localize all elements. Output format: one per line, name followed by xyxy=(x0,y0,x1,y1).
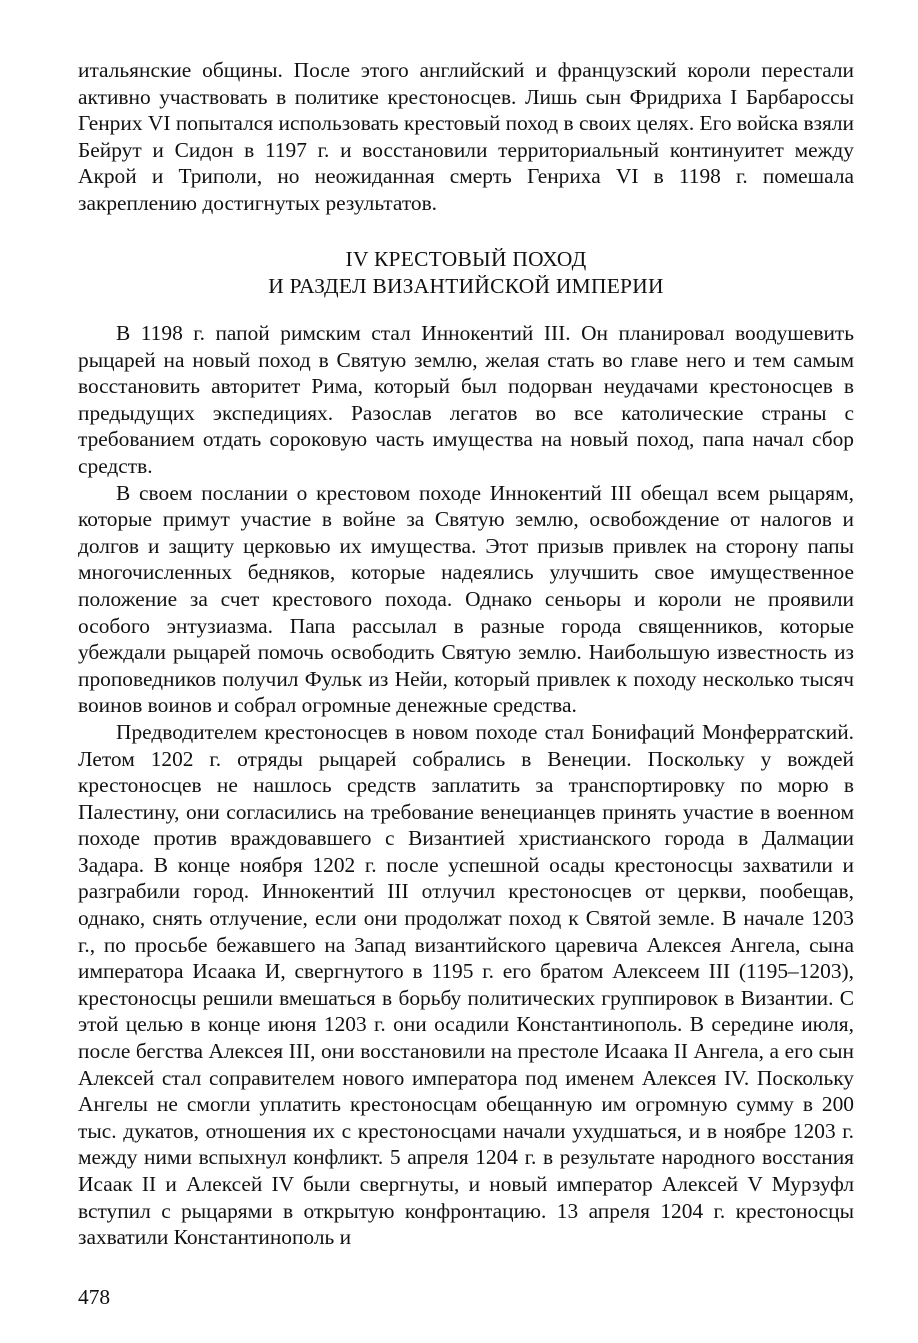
page-number: 478 xyxy=(78,1285,111,1309)
paragraph-3: Предводителем крестоносцев в новом походе стал Бонифаций Монферратский. Летом 1202 г. отряды рыцарей собрались в Венеции. Поскольку у вождей крестоносцев не нашлось средств заплатить за транспортировку по морю в Палестину, они согласились на требование венецианцев принять участие в военном походе против враждовавшего с Византией христианского города в Далмации Задара. В конце ноября 1202 г. после успешной осады крестоносцы захватили и разграбили город. Иннокентий III отлучил крестоносцев от церкви, пообещав, однако, снять отлучение, если они продолжат поход к Святой земле. В начале 1203 г., по просьбе бежавшего на Запад византийского царевича Алексея Ангела, сына императора Исаака И, свергнутого в 1195 г. его братом Алексеем III (1195–1203), крестоносцы решили вмешаться в борьбу политических группировок в Византии. С этой целью в конце июня 1203 г. они осадили Константинополь. В середине июля, после бегства Алексея III, они восстановили на престоле Исаака II Ангела, а его сын Алексей стал соправителем нового императора под именем Алексея IV. Поскольку Ангелы не смогли уплатить крестоносцам обещанную им огромную сумму в 200 тыс. дукатов, отношения их с крестоносцами начали ухудшаться, и в ноябре 1203 г. между ними вспыхнул конфликт. 5 апреля 1204 г. в результате народного восстания Исаак II и Алексей IV были свергнуты, и новый император Алексей V Мурзуфл вступил с рыцарями в открытую конфронтацию. 13 апреля 1204 г. крестоносцы захватили Константинополь и xyxy=(78,719,854,1250)
continued-paragraph: итальянские общины. После этого английский и французский короли перестали активно участвовать в политике крестоносцев. Лишь сын Фридриха I Барбароссы Генрих VI попытался использовать крестовый поход в своих целях. Его войска взяли Бейрут и Сидон в 1197 г. и восстановили территориальный континуитет между Акрой и Триполи, но неожиданная смерть Генриха VI в 1198 г. помешала закреплению достигнутых результатов. xyxy=(78,58,854,215)
section-heading xyxy=(78,246,854,300)
paragraph-2: В своем послании о крестовом походе Иннокентий III обещал всем рыцарям, которые примут участие в войне за Святую землю, освобождение от налогов и долгов и защиту церковью их имущества. Этот призыв привлек на сторону папы многочисленных бедняков, которые надеялись улучшить свое имущественное положение за счет крестового похода. Однако сеньоры и короли не проявили особого энтузиазма. Папа рассылал в разные города священников, которые убеждали рыцарей помочь освободить Святую землю. Наибольшую известность из проповедников получил Фульк из Нейи, который привлек к походу несколько тысяч воинов воинов и собрал огромные денежные средства. xyxy=(78,480,854,718)
section-heading-line-2: И РАЗДЕЛ ВИЗАНТИЙСКОЙ ИМПЕРИИ xyxy=(268,274,664,298)
section-body xyxy=(78,320,854,1251)
paragraph-1: В 1198 г. папой римским стал Иннокентий III. Он планировал воодушевить рыцарей на новый поход в Святую землю, желая стать во главе него и тем самым восстановить авторитет Рима, который был подорван неудачами крестоносцев в предыдущих экспедициях. Разослав легатов во все католические страны с требованием отдать сороковую часть имущества на новый поход, папа начал сбор средств. xyxy=(78,321,854,478)
section-heading-line-1: IV КРЕСТОВЫЙ ПОХОД xyxy=(345,247,587,271)
